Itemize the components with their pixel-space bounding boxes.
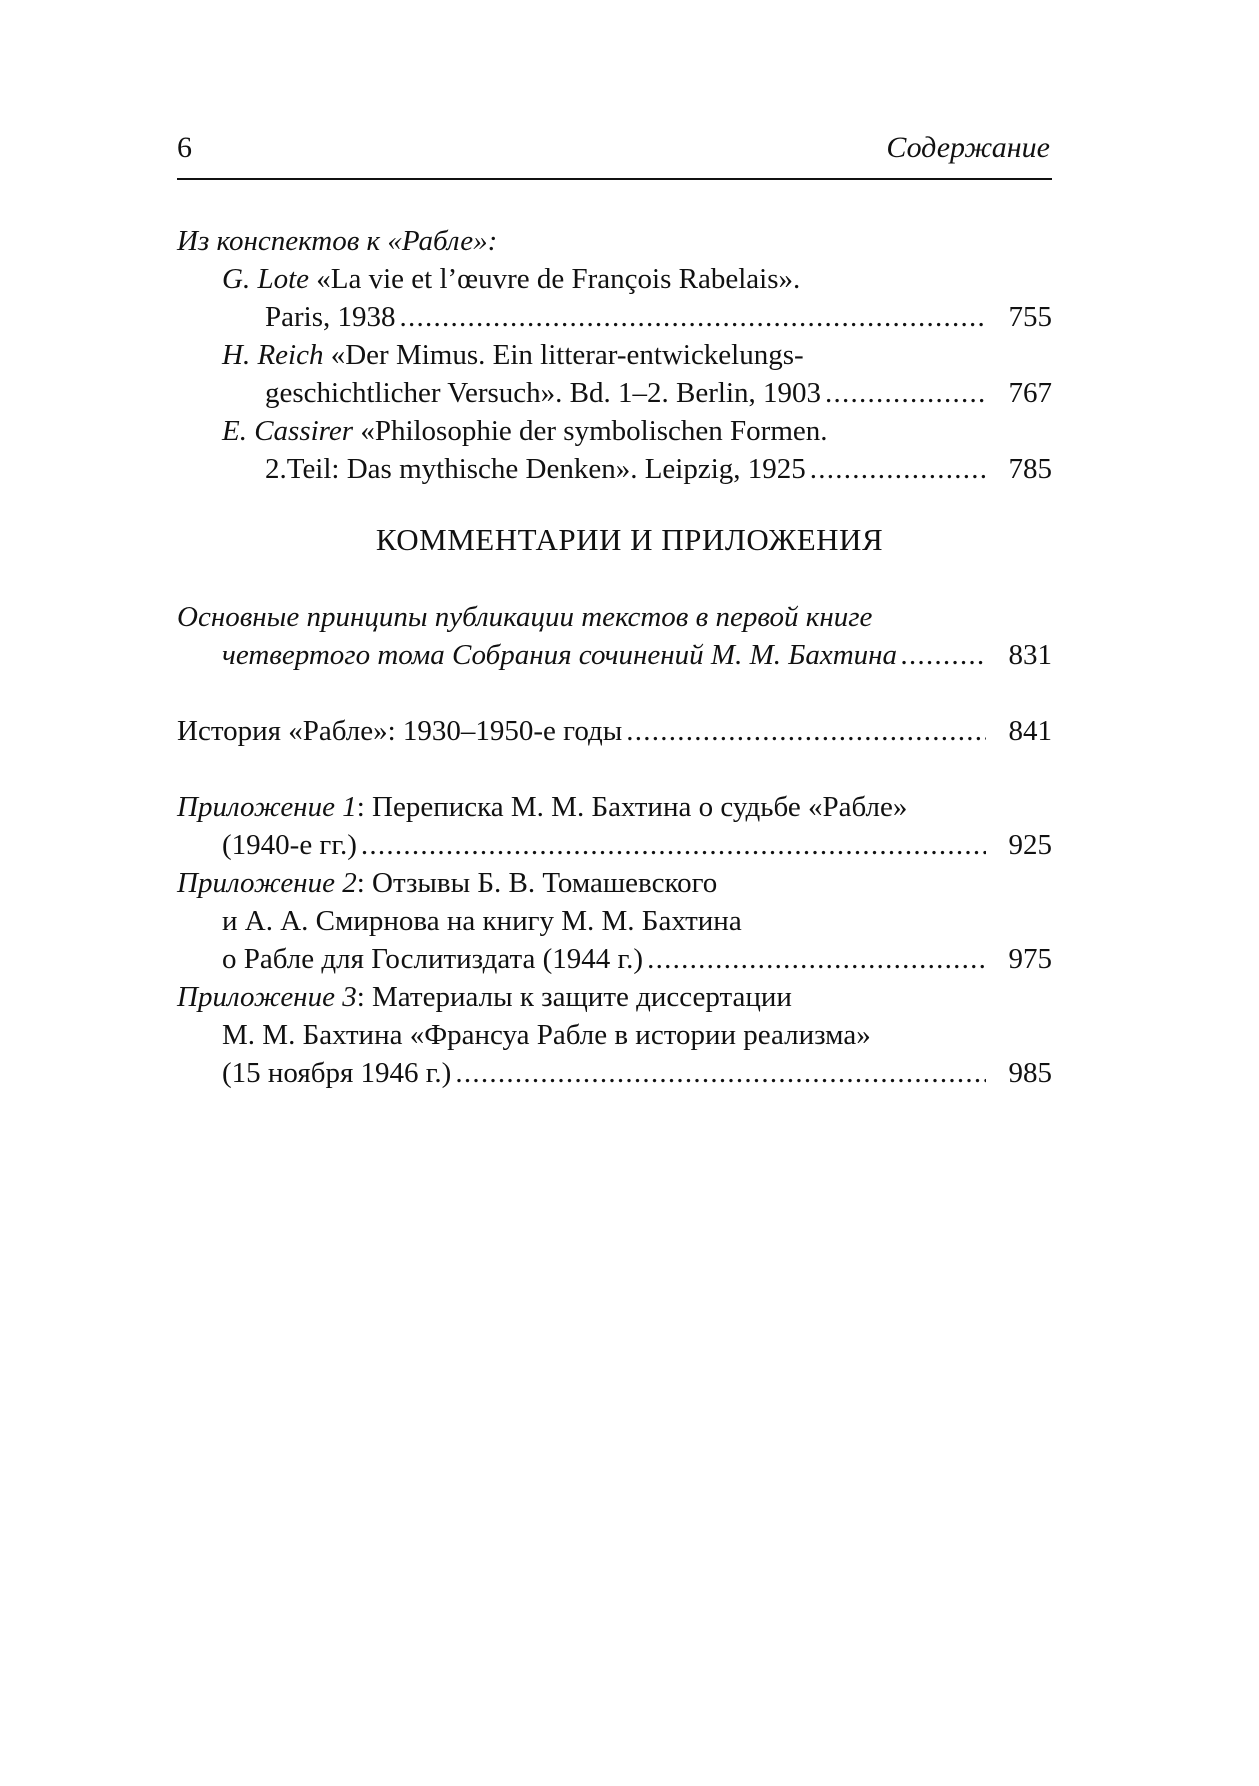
toc-entry-lote-line1 xyxy=(222,260,800,298)
toc-principles-line2[interactable] xyxy=(222,636,1052,674)
entry-page: 975 xyxy=(1008,943,1052,975)
toc-entry-cassirer-line1 xyxy=(222,412,828,450)
entry-text: (1940-е гг.) xyxy=(222,829,357,861)
appendix-label: Приложение 1 xyxy=(177,791,357,823)
toc-entry-reich-line1 xyxy=(222,336,804,374)
entry-page: 841 xyxy=(1008,715,1052,747)
toc-entry-lote-line2[interactable] xyxy=(265,298,1052,336)
entry-title: : Материалы к защите диссертации xyxy=(356,981,792,1013)
author-name: H. Reich xyxy=(222,339,324,371)
dot-leader xyxy=(901,636,986,674)
dot-leader xyxy=(455,1054,986,1092)
toc-history[interactable] xyxy=(177,712,1052,750)
toc-principles-line1: Основные принципы публикации текстов в первой книге xyxy=(177,601,873,633)
dot-leader xyxy=(825,374,986,412)
entry-text: 2.Teil: Das mythische Denken». Leipzig, 1925 xyxy=(265,453,806,485)
page-header xyxy=(177,128,1052,180)
entry-text: Paris, 1938 xyxy=(265,301,396,333)
toc-appendix-1-line1 xyxy=(177,788,907,826)
entry-text: История «Рабле»: 1930–1950-е годы xyxy=(177,715,623,747)
toc-appendix-3-line1 xyxy=(177,978,792,1016)
entry-title: «La vie et l’œuvre de François Rabelais». xyxy=(309,263,801,295)
entry-text: о Рабле для Гослитиздата (1944 г.) xyxy=(222,943,644,975)
entry-page: 925 xyxy=(1008,829,1052,861)
entry-title: : Переписка М. М. Бахтина о судьбе «Рабле» xyxy=(356,791,908,823)
toc-appendix-3-last[interactable] xyxy=(222,1054,1052,1092)
toc-entry-cassirer-line2[interactable] xyxy=(265,450,1052,488)
entry-text: четвертого тома Собрания сочинений М. М. Бахтина xyxy=(222,639,898,671)
entry-page: 985 xyxy=(1008,1057,1052,1089)
entry-title: «Der Mimus. Ein litterar-entwickelungs- xyxy=(323,339,804,371)
section-heading: КОММЕНТАРИИ И ПРИЛОЖЕНИЯ xyxy=(375,522,884,557)
dot-leader xyxy=(361,826,986,864)
entry-text: (15 ноября 1946 г.) xyxy=(222,1057,452,1089)
entry-page: 755 xyxy=(1008,301,1052,333)
appendix-label: Приложение 2 xyxy=(177,867,357,899)
entry-page: 767 xyxy=(1008,377,1052,409)
entry-title: «Philosophie der symbolischen Formen. xyxy=(353,415,828,447)
appendix-label: Приложение 3 xyxy=(177,981,357,1013)
dot-leader xyxy=(626,712,986,750)
toc-appendix-1-last[interactable] xyxy=(222,826,1052,864)
author-name: E. Cassirer xyxy=(222,415,354,447)
toc-appendix-2-last[interactable] xyxy=(222,940,1052,978)
entry-page: 785 xyxy=(1008,453,1052,485)
toc-appendix-2-line2: и А. А. Смирнова на книгу М. М. Бахтина xyxy=(222,905,742,937)
toc-appendix-3-line2: М. М. Бахтина «Франсуа Рабле в истории реализма» xyxy=(222,1019,871,1051)
dot-leader xyxy=(647,940,986,978)
toc-appendix-2-line1 xyxy=(177,864,717,902)
entry-text: geschichtlicher Versuch». Bd. 1–2. Berlin, 1903 xyxy=(265,377,821,409)
page-number: 6 xyxy=(177,131,192,164)
entry-title: : Отзывы Б. В. Томашевского xyxy=(356,867,718,899)
section-title: Из конспектов к «Рабле»: xyxy=(177,225,498,257)
running-title: Содержание xyxy=(886,131,1050,164)
author-name: G. Lote xyxy=(222,263,309,295)
entry-page: 831 xyxy=(1008,639,1052,671)
toc-entry-reich-line2[interactable] xyxy=(265,374,1052,412)
dot-leader xyxy=(810,450,986,488)
dot-leader xyxy=(400,298,987,336)
